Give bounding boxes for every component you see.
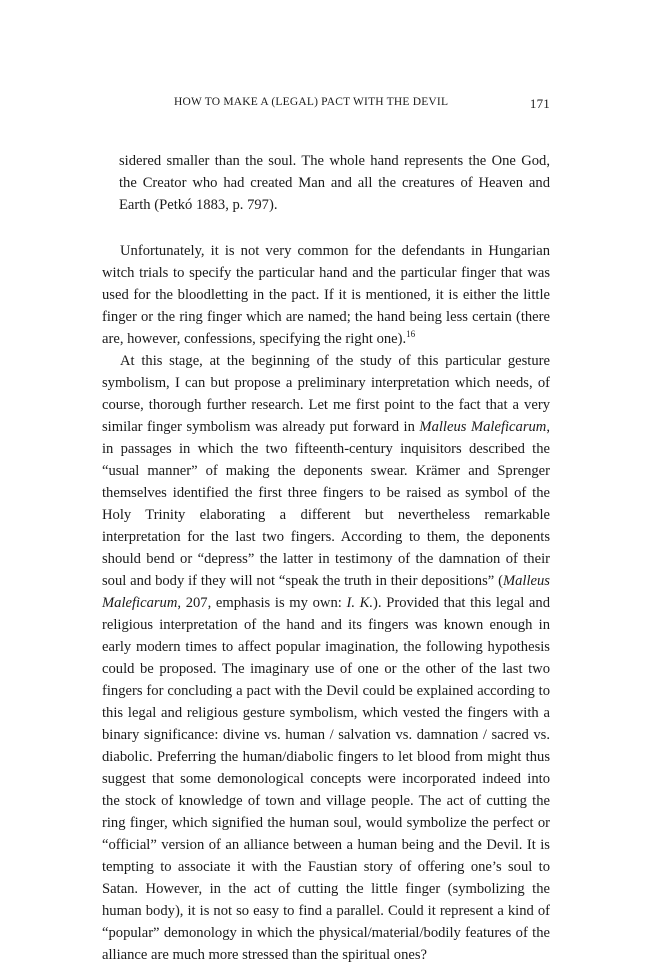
text-run: , in passages in which the two fifteenth-century inquisitors described the “usual manner” of making the deponents swear. Krämer and Sprenger themselves identified the first three fingers to be raised as symbol of the Holy Trinity elaborating a different but nevertheless remarkable interpretation for the last two fingers. According to them, the deponents should bend or “depress” the latter in testimony of the damnation of their soul and body if they will not “speak the truth in their depositions” ( — [102, 419, 550, 589]
italic-text: Malleus Maleficarum — [102, 573, 550, 611]
paragraphs — [102, 240, 550, 966]
block-quote: sidered smaller than the soul. The whole hand represents the One God, the Creator who had created Man and all the creatures of Heaven and Earth (Petkó 1883, p. 797). — [119, 153, 550, 213]
paragraph — [102, 350, 550, 966]
page-header — [102, 96, 550, 114]
page-number: 171 — [529, 96, 550, 111]
text-run: , 207, emphasis is my own: — [177, 595, 347, 611]
paragraph — [102, 240, 550, 350]
footnote-marker: 16 — [406, 329, 416, 340]
body-text — [102, 150, 550, 966]
text-run: At this stage, at the beginning of the study of this particular gesture symbolism, I can but propose a preliminary interpretation which needs, of course, thorough further research. Let me first point to the fact that a very similar finger symbolism was already put forward in — [102, 353, 550, 435]
italic-text: I. K. — [346, 595, 374, 611]
text-run: ). Provided that this legal and religious interpretation of the hand and its fingers was known enough in early modern times to affect popular imagination, the following hypothesis could be proposed. The imaginary use of one or the other of the last two fingers for concluding a pact with the Devil could be explained according to this legal and religious gesture symbolism, which vested the fingers with a binary significance: divine vs. human / salvation vs. damnation / sacred vs. diabolic. Preferring the human/diabolic fingers to let blood from might thus suggest that some demonological concepts were incorporated indeed into the stock of knowledge of town and village people. The act of cutting the ring finger, which signified the human soul, would symbolize the perfect or “official” version of an alliance between a human being and the Devil. It is tempting to associate it with the Faustian story of offering one’s soul to Satan. However, in the act of cutting the little finger (symbolizing the human body), it is not so easy to find a parallel. Could it represent a kind of “popular” demonology in which the physical/material/bodily features of the alliance are much more stressed than the spiritual ones? — [102, 595, 550, 963]
running-head: HOW TO MAKE A (LEGAL) PACT WITH THE DEVIL — [174, 96, 449, 108]
text-run: Unfortunately, it is not very common for the defendants in Hungarian witch trials to specify the particular hand and the particular finger that was used for the bloodletting in the pact. If it is mentioned, it is either the little finger or the ring finger which are named; the hand being less certain (there are, however, confessions, specifying the right one). — [102, 243, 550, 347]
italic-text: Malleus Maleficarum — [419, 419, 547, 435]
